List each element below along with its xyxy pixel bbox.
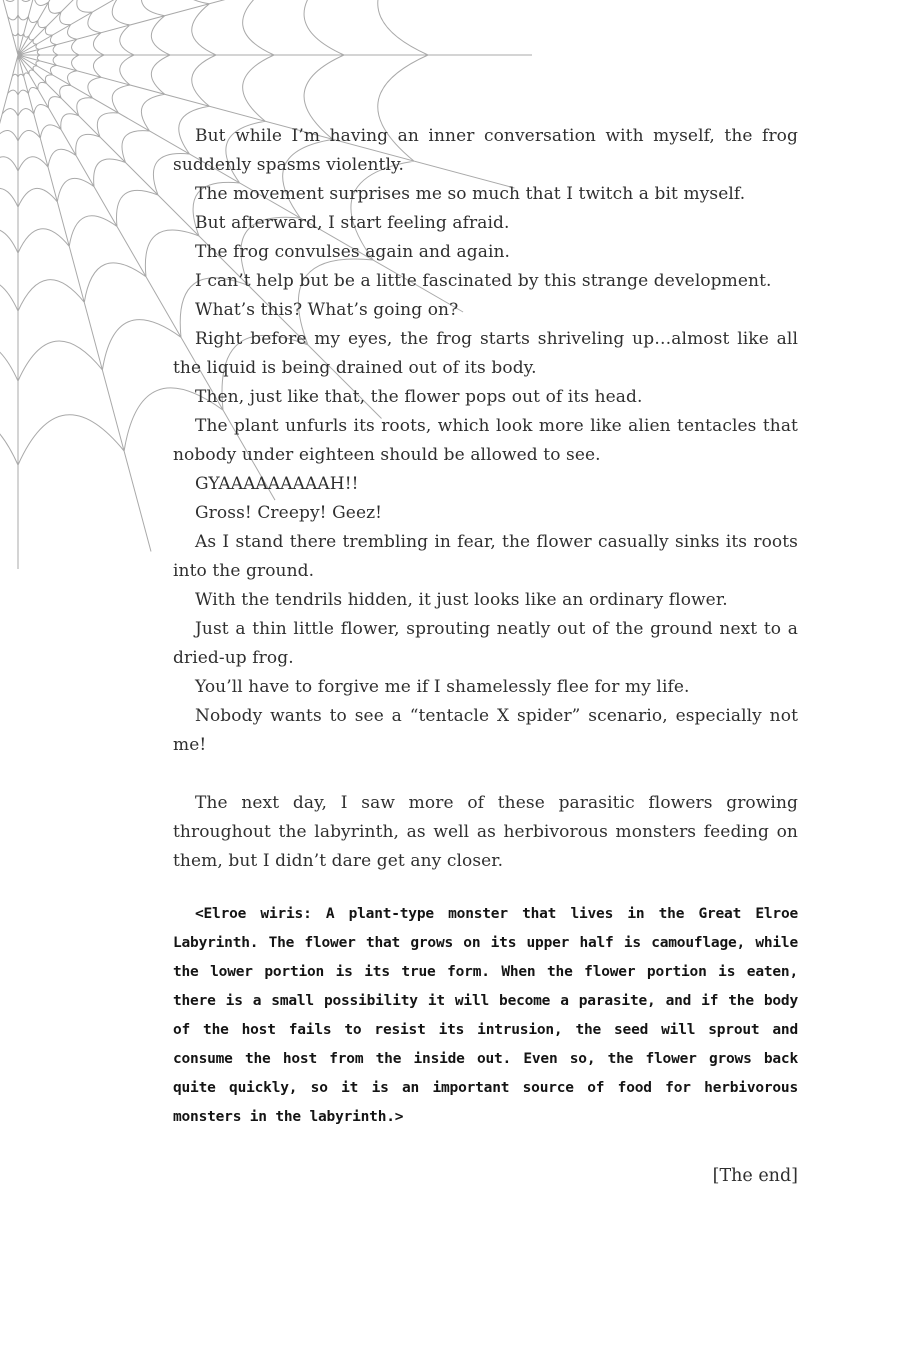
story-paragraph: What’s this? What’s going on? [195,300,459,320]
story-paragraph: The frog convulses again and again. [195,242,511,262]
story-paragraph: The movement surprises me so much that I twitch a bit myself. [195,184,746,204]
story-paragraph: I can’t help but be a little fascinated by this strange development. [195,271,772,291]
paragraph-gap [173,760,798,789]
monster-description-note: <Elroe wiris: A plant-type monster that lives in the Great Elroe Labyrinth. The flower that grows on its upper half is camouflage, while the lower portion is its true form. When the flower portion is eaten, there is a small possibility it will become a parasite, and if the body of the host fails to resist its intrusion, the seed will sprout and consume the host from the inside out. Even so, the flower grows back quite quickly, so it is an important source of food for herbivorous monsters in the labyrinth.> [173,906,798,1125]
story-paragraph: Right before my eyes, the frog starts shriveling up…almost like all the liquid is being drained out of its body. [173,329,798,378]
story-paragraph: But afterward, I start feeling afraid. [195,213,510,233]
story-paragraph: You’ll have to forgive me if I shamelessly flee for my life. [195,677,690,697]
story-paragraph-scream: GYAAAAAAAAAH!! [195,474,359,494]
story-paragraph-aftermath: The next day, I saw more of these parasitic flowers growing throughout the labyrinth, as well as herbivorous monsters feeding on them, but I didn’t dare get any closer. [173,793,798,871]
story-paragraph: Nobody wants to see a “tentacle X spider” scenario, especially not me! [173,706,798,755]
text-column [173,122,798,1191]
story-paragraph: Just a thin little flower, sprouting neatly out of the ground next to a dried-up frog. [173,619,798,668]
the-end-label: [The end] [712,1166,798,1186]
story-paragraph: As I stand there trembling in fear, the flower casually sinks its roots into the ground. [173,532,798,581]
story-paragraph: The plant unfurls its roots, which look more like alien tentacles that nobody under eighteen should be allowed to see. [173,416,798,465]
story-paragraph: Then, just like that, the flower pops out of its head. [195,387,643,407]
story-paragraph: But while I’m having an inner conversation with myself, the frog suddenly spasms violently. [173,126,798,175]
story-paragraph: Gross! Creepy! Geez! [195,503,383,523]
story-paragraph: With the tendrils hidden, it just looks like an ordinary flower. [195,590,728,610]
